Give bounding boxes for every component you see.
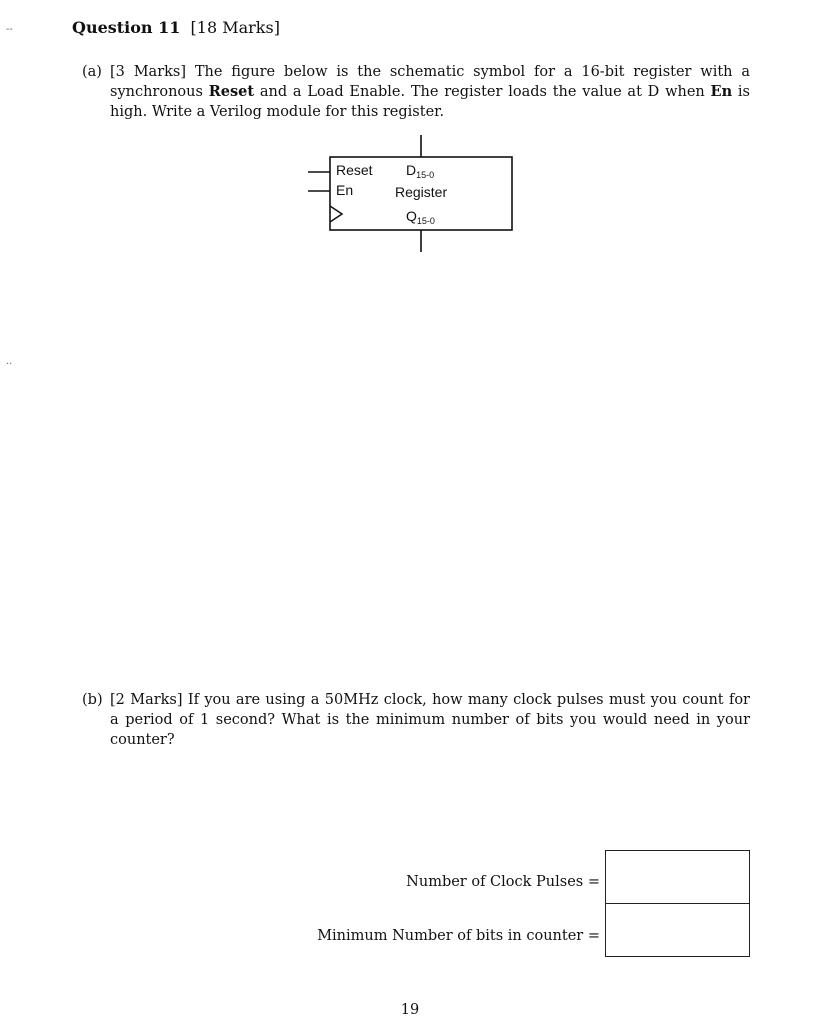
q-pin-label: $Q_{15-0}$ xyxy=(406,208,435,226)
part-a-text-2: and a Load Enable. The register loads the value at D when xyxy=(259,84,705,100)
en-pin-label: En xyxy=(336,182,354,198)
part-b-label: (b) xyxy=(82,692,103,708)
part-a-text-3: is high. Write a Verilog module for this register. xyxy=(110,84,751,120)
part-a-text xyxy=(110,62,750,122)
question-title xyxy=(72,18,280,37)
margin-mark: .. xyxy=(6,356,13,367)
margin-mark: -- xyxy=(6,24,13,35)
register-schematic xyxy=(300,130,530,260)
part-a-label: (a) xyxy=(82,64,102,80)
question-number: Question 11 xyxy=(72,18,181,37)
keyword-en: En xyxy=(710,83,733,100)
part-b-marks: [2 Marks] xyxy=(110,692,183,708)
part-b xyxy=(82,690,750,750)
clock-pulses-label: Number of Clock Pulses = xyxy=(406,874,600,890)
question-marks: [18 Marks] xyxy=(190,18,280,37)
keyword-reset: Reset xyxy=(208,83,255,100)
clock-pulses-answer-box[interactable] xyxy=(605,850,750,904)
clock-triangle-icon xyxy=(330,206,342,222)
d-pin-label: $D_{15-0}$ xyxy=(406,162,435,180)
part-a xyxy=(82,62,750,122)
part-b-question: If you are using a 50MHz clock, how many clock pulses must you count for a period of 1 second? What is the minimum number of bits you would need in your counter? xyxy=(110,692,750,748)
part-b-text xyxy=(110,690,750,750)
register-label: Register xyxy=(395,184,448,200)
min-bits-label: Minimum Number of bits in counter = xyxy=(317,928,600,944)
reset-pin-label: Reset xyxy=(336,162,373,178)
min-bits-answer-box[interactable] xyxy=(605,903,750,957)
part-a-text-1: The figure below is the schematic symbol for a 16-bit register with a synchronous xyxy=(110,64,750,100)
page-number: 19 xyxy=(400,1002,420,1018)
part-a-marks: [3 Marks] xyxy=(110,64,187,80)
